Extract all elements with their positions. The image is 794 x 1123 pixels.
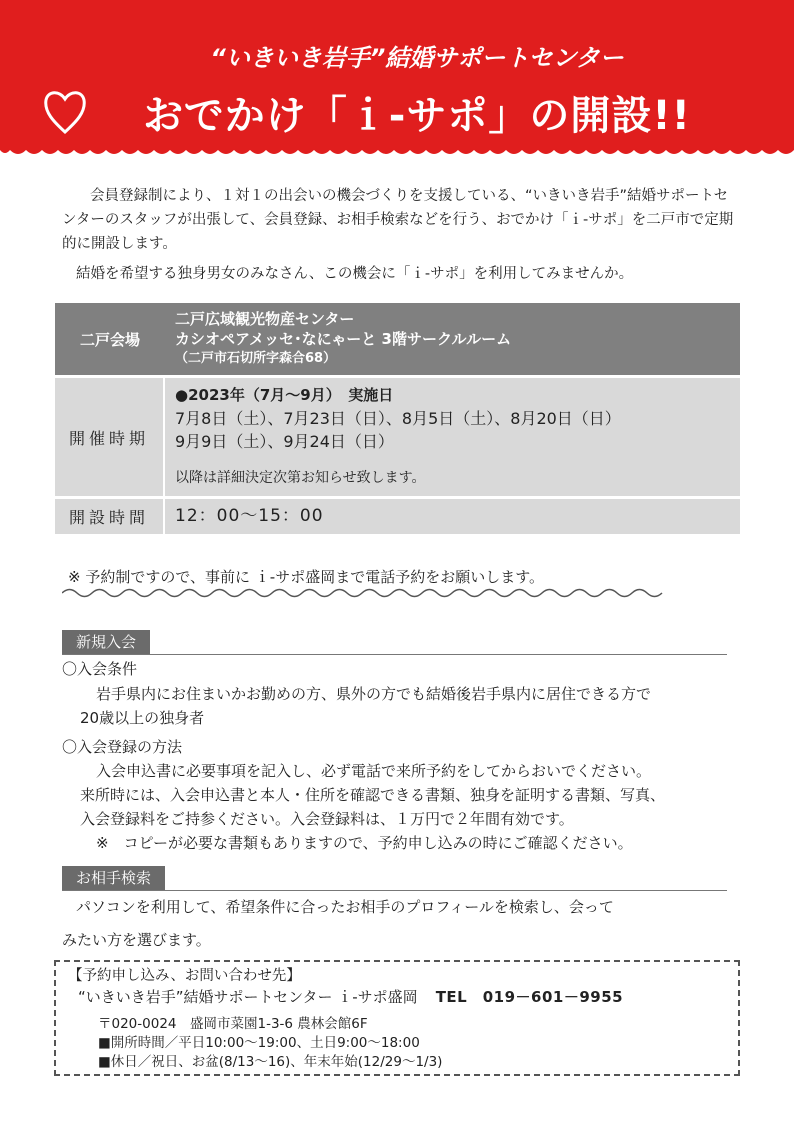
dates-note: 以降は詳細決定次第お知らせ致します。: [175, 470, 426, 486]
contact-org: “いきいき岩手”結婚サポートセンター ｉ-サポ盛岡: [78, 988, 418, 1006]
contact-heading: 【予約申し込み、お問い合わせ先】: [68, 968, 301, 984]
method-line-2: 来所時には、入会申込書と本人・住所を確認できる書類、独身を証明する書類、写真、: [80, 786, 666, 804]
dates-line-2: 9月9日（土）、9月24日（日）: [175, 432, 394, 451]
dates-cell: [165, 378, 740, 496]
header-subtitle: “いきいき岩手”結婚サポートセンター: [210, 44, 624, 72]
wavy-divider: [62, 586, 672, 600]
dates-heading: ●2023年（7月～9月） 実施日: [175, 386, 394, 404]
section-search-tag: お相手検索: [62, 866, 165, 890]
time-label: 開設時間: [55, 499, 165, 534]
reservation-note: ※ 予約制ですので、事前に ｉ-サポ盛岡まで電話予約をお願いします。: [68, 568, 545, 586]
contact-tel: TEL 019－601－9955: [435, 988, 624, 1006]
venue-address: （二戸市石切所字森合68）: [175, 351, 337, 366]
dates-line-1: 7月8日（土）、7月23日（日）、8月5日（土）、8月20日（日）: [175, 409, 621, 428]
method-title: 〇入会登録の方法: [62, 738, 183, 756]
venue-cell: [165, 303, 740, 375]
contact-org-line: [78, 986, 623, 1007]
venue-name: 二戸広域観光物産センター: [175, 310, 355, 328]
contact-box: [54, 960, 740, 1076]
cond-title: 〇入会条件: [62, 660, 138, 678]
contact-holidays: ■休日／祝日、お盆(8/13～16)、年末年始(12/29～1/3): [98, 1054, 443, 1070]
method-line-4: ※ コピーが必要な書類もありますので、予約申し込みの時にご確認ください。: [96, 834, 633, 852]
dates-label: 開催時期: [55, 378, 165, 496]
venue-row: [55, 303, 740, 375]
contact-address: 〒020-0024 盛岡市菜園1-3-6 農林会館6F: [98, 1016, 368, 1032]
intro-paragraph-1: 会員登録制により、１対１の出会いの機会づくりを支援している、“いきいき岩手”結婚サポートセンターのスタッフが出張して、会員登録、お相手検索などを行う、おでかけ「ｉ-サポ」を二戸市で定期的に開設します。: [62, 188, 734, 252]
info-table: [55, 300, 740, 537]
time-row: [55, 499, 740, 534]
venue-label: 二戸会場: [55, 303, 165, 375]
section-new-header: [62, 630, 727, 655]
search-line-2: みたい方を選びます。: [62, 931, 211, 949]
section-search-header: [62, 866, 727, 891]
venue-room: カシオペアメッセ･なにゃーと 3階サークルルーム: [175, 330, 512, 348]
intro: [62, 184, 742, 286]
method-line-3: 入会登録料をご持参ください。入会登録料は、１万円で２年間有効です。: [80, 810, 574, 828]
section-new-tag: 新規入会: [62, 630, 150, 654]
time-value: 12：00～15：00: [165, 499, 740, 534]
intro-paragraph-2: 結婚を希望する独身男女のみなさん、この機会に「ｉ-サポ」を利用してみませんか。: [76, 266, 634, 282]
search-line-1: パソコンを利用して、希望条件に合ったお相手のプロフィールを検索し、会って: [76, 898, 614, 916]
dates-row: [55, 378, 740, 496]
cond-line-2: 20歳以上の独身者: [80, 709, 205, 727]
cond-line-1: 岩手県内にお住まいかお勤めの方、県外の方でも結婚後岩手県内に居住できる方で: [96, 685, 652, 703]
header-title: おでかけ「ｉ-サポ」の開設!!: [143, 93, 691, 139]
contact-hours: ■開所時間／平日10:00～19:00、土日9:00～18:00: [98, 1035, 420, 1051]
method-line-1: 入会申込書に必要事項を記入し、必ず電話で来所予約をしてからおいでください。: [96, 762, 652, 780]
